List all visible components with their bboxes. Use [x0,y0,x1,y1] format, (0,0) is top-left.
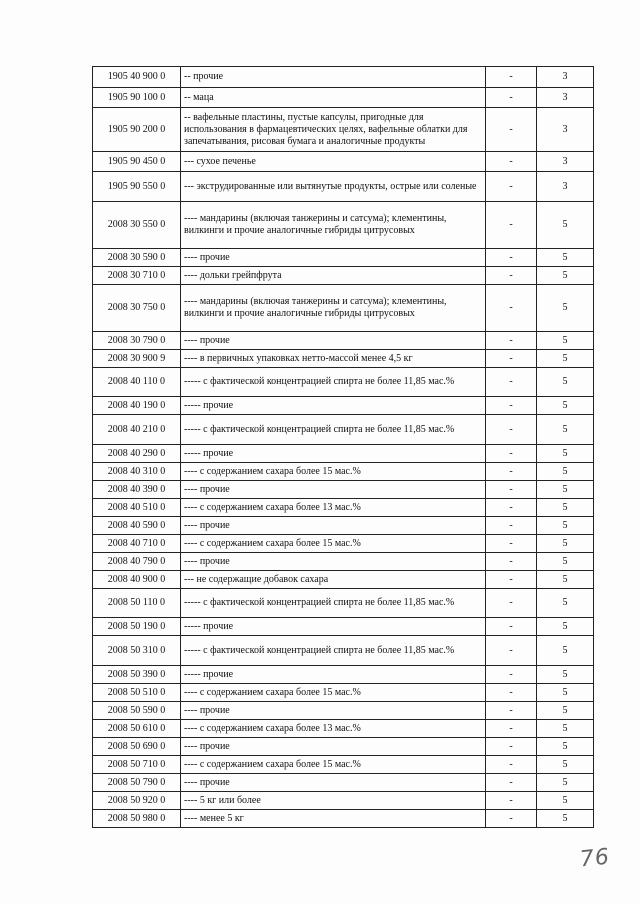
description-cell: --- не содержащие добавок сахара [181,571,486,589]
duty-rate-cell: 5 [537,571,594,589]
description-cell: ---- 5 кг или более [181,792,486,810]
unit-cell: - [486,618,537,636]
duty-rate-cell: 5 [537,332,594,350]
table-row [93,553,594,571]
unit-cell: - [486,702,537,720]
duty-rate-cell: 5 [537,738,594,756]
tariff-code-cell: 2008 50 790 0 [93,774,181,792]
description-cell: ----- прочие [181,618,486,636]
description-cell: ---- мандарины (включая танжерины и сатсума); клементины, вилкинги и прочие аналогичные гибриды цитрусовых [181,202,486,249]
description-cell: ---- прочие [181,553,486,571]
table-row [93,463,594,481]
tariff-code-cell: 2008 50 310 0 [93,636,181,666]
duty-rate-cell: 5 [537,463,594,481]
tariff-code-cell: 2008 30 900 9 [93,350,181,368]
unit-cell: - [486,571,537,589]
duty-rate-cell: 5 [537,666,594,684]
tariff-code-cell: 2008 40 510 0 [93,499,181,517]
unit-cell: - [486,350,537,368]
tariff-code-cell: 2008 30 550 0 [93,202,181,249]
tariff-code-cell: 2008 40 390 0 [93,481,181,499]
description-cell: ----- прочие [181,445,486,463]
table-row [93,397,594,415]
unit-cell: - [486,249,537,267]
unit-cell: - [486,738,537,756]
tariff-code-cell: 2008 50 510 0 [93,684,181,702]
table-row [93,720,594,738]
table-row [93,589,594,618]
table-row [93,535,594,553]
tariff-code-cell: 2008 50 920 0 [93,792,181,810]
tariff-code-cell: 2008 40 310 0 [93,463,181,481]
duty-rate-cell: 5 [537,202,594,249]
tariff-code-cell: 2008 50 980 0 [93,810,181,828]
tariff-code-cell: 1905 90 550 0 [93,172,181,202]
unit-cell: - [486,499,537,517]
duty-rate-cell: 5 [537,415,594,445]
description-cell: ---- прочие [181,481,486,499]
unit-cell: - [486,368,537,397]
unit-cell: - [486,445,537,463]
table-row [93,618,594,636]
table-row [93,285,594,332]
table-row [93,684,594,702]
duty-rate-cell: 5 [537,720,594,738]
tariff-code-cell: 2008 50 590 0 [93,702,181,720]
unit-cell: - [486,792,537,810]
description-cell: ---- прочие [181,702,486,720]
tariff-code-cell: 2008 40 110 0 [93,368,181,397]
table-row [93,774,594,792]
tariff-code-cell: 2008 50 390 0 [93,666,181,684]
unit-cell: - [486,397,537,415]
description-cell: -- вафельные пластины, пустые капсулы, пригодные для использования в фармацевтических целях, вафельные облатки для запечатывания, рисовая бумага и аналогичные продукты [181,108,486,152]
unit-cell: - [486,553,537,571]
description-cell: ---- с содержанием сахара более 13 мас.% [181,720,486,738]
description-cell: ---- прочие [181,517,486,535]
duty-rate-cell: 5 [537,774,594,792]
tariff-code-cell: 2008 30 750 0 [93,285,181,332]
unit-cell: - [486,415,537,445]
table-row [93,332,594,350]
description-cell: ---- с содержанием сахара более 15 мас.% [181,535,486,553]
tariff-code-cell: 2008 40 900 0 [93,571,181,589]
table-row [93,481,594,499]
table-row [93,702,594,720]
table-row [93,792,594,810]
duty-rate-cell: 3 [537,67,594,88]
description-cell: ---- с содержанием сахара более 15 мас.% [181,684,486,702]
description-cell: ---- прочие [181,332,486,350]
unit-cell: - [486,202,537,249]
duty-rate-cell: 5 [537,481,594,499]
description-cell: ----- с фактической концентрацией спирта не более 11,85 мас.% [181,589,486,618]
table-row [93,350,594,368]
duty-rate-cell: 3 [537,172,594,202]
unit-cell: - [486,463,537,481]
table-row [93,172,594,202]
table-row [93,517,594,535]
table-row [93,249,594,267]
tariff-code-cell: 2008 40 590 0 [93,517,181,535]
tariff-code-cell: 1905 90 100 0 [93,88,181,108]
duty-rate-cell: 5 [537,517,594,535]
duty-rate-cell: 5 [537,618,594,636]
description-cell: ----- с фактической концентрацией спирта не более 11,85 мас.% [181,636,486,666]
unit-cell: - [486,589,537,618]
table-row [93,202,594,249]
unit-cell: - [486,481,537,499]
tariff-code-cell: 1905 40 900 0 [93,67,181,88]
unit-cell: - [486,666,537,684]
tariff-code-cell: 2008 40 210 0 [93,415,181,445]
duty-rate-cell: 5 [537,756,594,774]
tariff-code-cell: 2008 40 790 0 [93,553,181,571]
description-cell: ---- менее 5 кг [181,810,486,828]
table-row [93,152,594,172]
duty-rate-cell: 5 [537,368,594,397]
description-cell: -- прочие [181,67,486,88]
tariff-code-cell: 2008 40 290 0 [93,445,181,463]
tariff-table-body [93,67,594,828]
tariff-code-cell: 2008 30 590 0 [93,249,181,267]
unit-cell: - [486,267,537,285]
table-row [93,571,594,589]
unit-cell: - [486,636,537,666]
tariff-code-cell: 2008 50 710 0 [93,756,181,774]
table-row [93,368,594,397]
description-cell: ----- с фактической концентрацией спирта не более 11,85 мас.% [181,415,486,445]
table-row [93,810,594,828]
handwritten-page-number: 76 [578,844,612,873]
tariff-code-cell: 2008 50 690 0 [93,738,181,756]
table-row [93,738,594,756]
duty-rate-cell: 5 [537,589,594,618]
duty-rate-cell: 3 [537,152,594,172]
table-row [93,67,594,88]
unit-cell: - [486,756,537,774]
table-row [93,267,594,285]
description-cell: ---- с содержанием сахара более 13 мас.% [181,499,486,517]
tariff-code-cell: 2008 50 110 0 [93,589,181,618]
unit-cell: - [486,88,537,108]
unit-cell: - [486,67,537,88]
duty-rate-cell: 5 [537,702,594,720]
duty-rate-cell: 5 [537,445,594,463]
unit-cell: - [486,172,537,202]
duty-rate-cell: 5 [537,267,594,285]
tariff-code-cell: 2008 40 190 0 [93,397,181,415]
duty-rate-cell: 5 [537,810,594,828]
tariff-code-cell: 2008 50 190 0 [93,618,181,636]
description-cell: ---- с содержанием сахара более 15 мас.% [181,463,486,481]
duty-rate-cell: 5 [537,350,594,368]
table-row [93,108,594,152]
unit-cell: - [486,810,537,828]
description-cell: ---- прочие [181,774,486,792]
tariff-code-cell: 2008 50 610 0 [93,720,181,738]
description-cell: --- сухое печенье [181,152,486,172]
tariff-code-cell: 2008 30 790 0 [93,332,181,350]
description-cell: ---- дольки грейпфрута [181,267,486,285]
unit-cell: - [486,517,537,535]
duty-rate-cell: 5 [537,792,594,810]
table-row [93,756,594,774]
description-cell: ---- прочие [181,738,486,756]
description-cell: ----- прочие [181,666,486,684]
tariff-code-cell: 2008 30 710 0 [93,267,181,285]
description-cell: ---- с содержанием сахара более 15 мас.% [181,756,486,774]
description-cell: -- маца [181,88,486,108]
tariff-code-cell: 1905 90 200 0 [93,108,181,152]
unit-cell: - [486,285,537,332]
duty-rate-cell: 5 [537,553,594,571]
table-row [93,499,594,517]
duty-rate-cell: 5 [537,636,594,666]
unit-cell: - [486,108,537,152]
table-row [93,415,594,445]
duty-rate-cell: 5 [537,397,594,415]
table-row [93,88,594,108]
unit-cell: - [486,720,537,738]
description-cell: ---- в первичных упаковках нетто-массой менее 4,5 кг [181,350,486,368]
description-cell: ---- мандарины (включая танжерины и сатсума); клементины, вилкинги и прочие аналогичные гибриды цитрусовых [181,285,486,332]
description-cell: ----- с фактической концентрацией спирта не более 11,85 мас.% [181,368,486,397]
table-row [93,636,594,666]
unit-cell: - [486,684,537,702]
unit-cell: - [486,332,537,350]
unit-cell: - [486,774,537,792]
description-cell: ---- прочие [181,249,486,267]
unit-cell: - [486,535,537,553]
tariff-table [92,66,594,828]
duty-rate-cell: 5 [537,499,594,517]
duty-rate-cell: 3 [537,88,594,108]
description-cell: ----- прочие [181,397,486,415]
unit-cell: - [486,152,537,172]
tariff-code-cell: 1905 90 450 0 [93,152,181,172]
duty-rate-cell: 5 [537,684,594,702]
description-cell: --- экструдированные или вытянутые продукты, острые или соленые [181,172,486,202]
duty-rate-cell: 3 [537,108,594,152]
duty-rate-cell: 5 [537,285,594,332]
tariff-code-cell: 2008 40 710 0 [93,535,181,553]
table-row [93,445,594,463]
duty-rate-cell: 5 [537,249,594,267]
duty-rate-cell: 5 [537,535,594,553]
table-row [93,666,594,684]
